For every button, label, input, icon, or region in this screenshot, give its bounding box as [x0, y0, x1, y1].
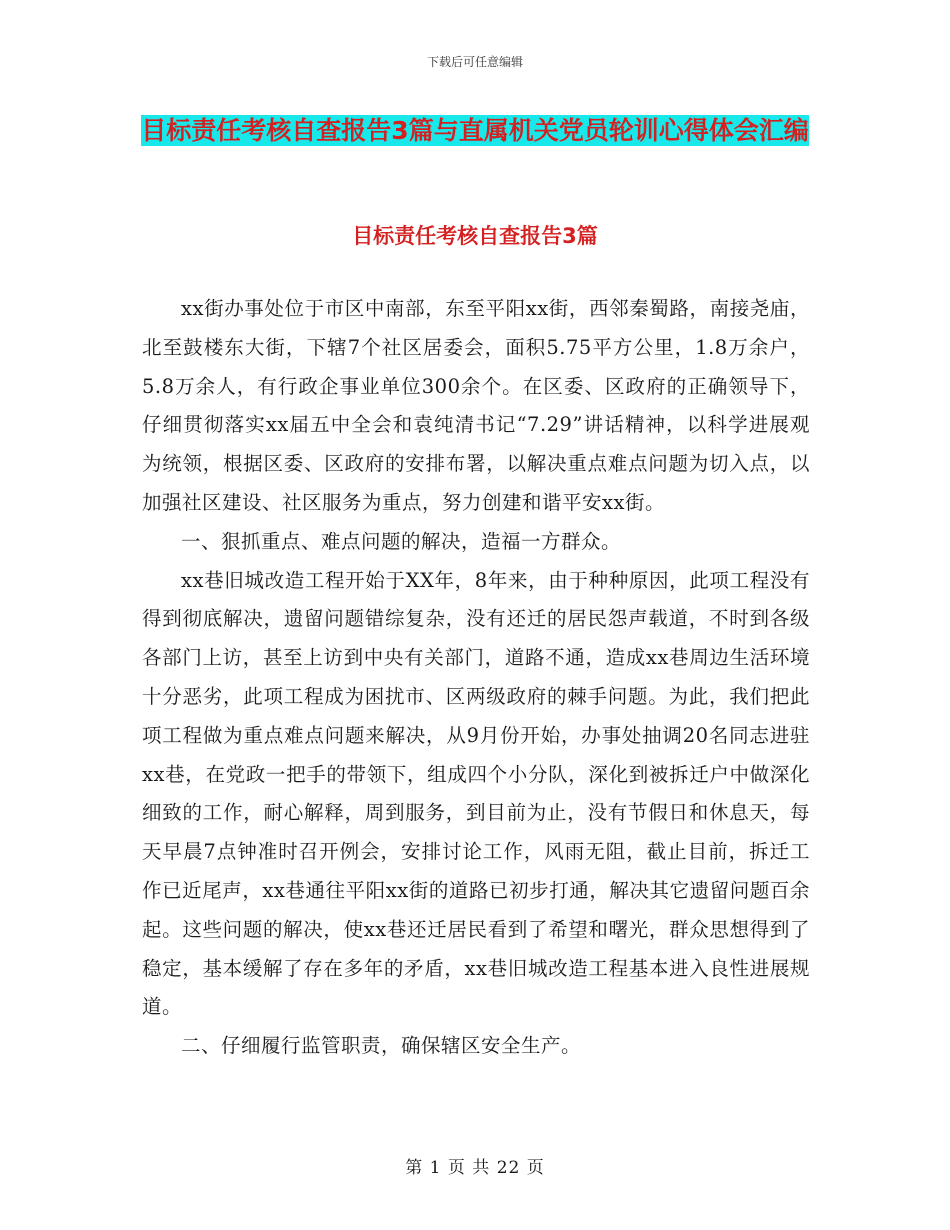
page-footer: 第 1 页 共 22 页: [405, 1158, 545, 1178]
paragraph-heading-2: 二、仔细履行监管职责，确保辖区安全生产。: [181, 1034, 582, 1058]
document-body: [142, 290, 810, 1066]
section-title: 目标责任考核自查报告3篇: [352, 224, 598, 248]
document-title: [140, 110, 810, 152]
paragraph-renovation: xx巷旧城改造工程开始于XX年，8年来，由于种种原因，此项工程没有得到彻底解决，遗留问题错综复杂，没有还迁的居民怨声载道，不时到各级各部门上访，甚至上访到中央有关部门，道路不通，造成xx巷周边生活环境十分恶劣，此项工程成为困扰市、区两级政府的棘手问题。为此，我们把此项工程做为重点难点问题来解决，从9月份开始，办事处抽调20名同志进驻xx巷，在党政一把手的带领下，组成四个小分队，深化到被拆迁户中做深化细致的工作，耐心解释，周到服务，到目前为止，没有节假日和休息天，每天早晨7点钟准时召开例会，安排讨论工作，风雨无阻，截止目前，拆迁工作已近尾声，xx巷通往平阳xx街的道路已初步打通，解决其它遗留问题百余起。这些问题的解决，使xx巷还迁居民看到了希望和曙光，群众思想得到了稳定，基本缓解了存在多年的矛盾，xx巷旧城改造工程基本进入良性进展规道。: [142, 568, 810, 1019]
paragraph-heading-1: 一、狠抓重点、难点问题的解决，造福一方群众。: [181, 529, 622, 553]
paragraph-intro: xx街办事处位于市区中南部，东至平阳xx街，西邻秦蜀路，南接尧庙，北至鼓楼东大街，下辖7个社区居委会，面积5.75平方公里，1.8万余户，5.8万余人，有行政企事业单位300余个。在区委、区政府的正确领导下，仔细贯彻落实xx届五中全会和袁纯清书记“7.29”讲话精神，以科学进展观为统领，根据区委、区政府的安排布署，以解决重点难点问题为切入点，以加强社区建设、社区服务为重点，努力创建和谐平安xx街。: [142, 297, 810, 514]
header-note: 下载后可任意编辑: [426, 55, 523, 69]
document-title-text: 目标责任考核自查报告3篇与直属机关党员轮训心得体会汇编: [141, 116, 809, 145]
